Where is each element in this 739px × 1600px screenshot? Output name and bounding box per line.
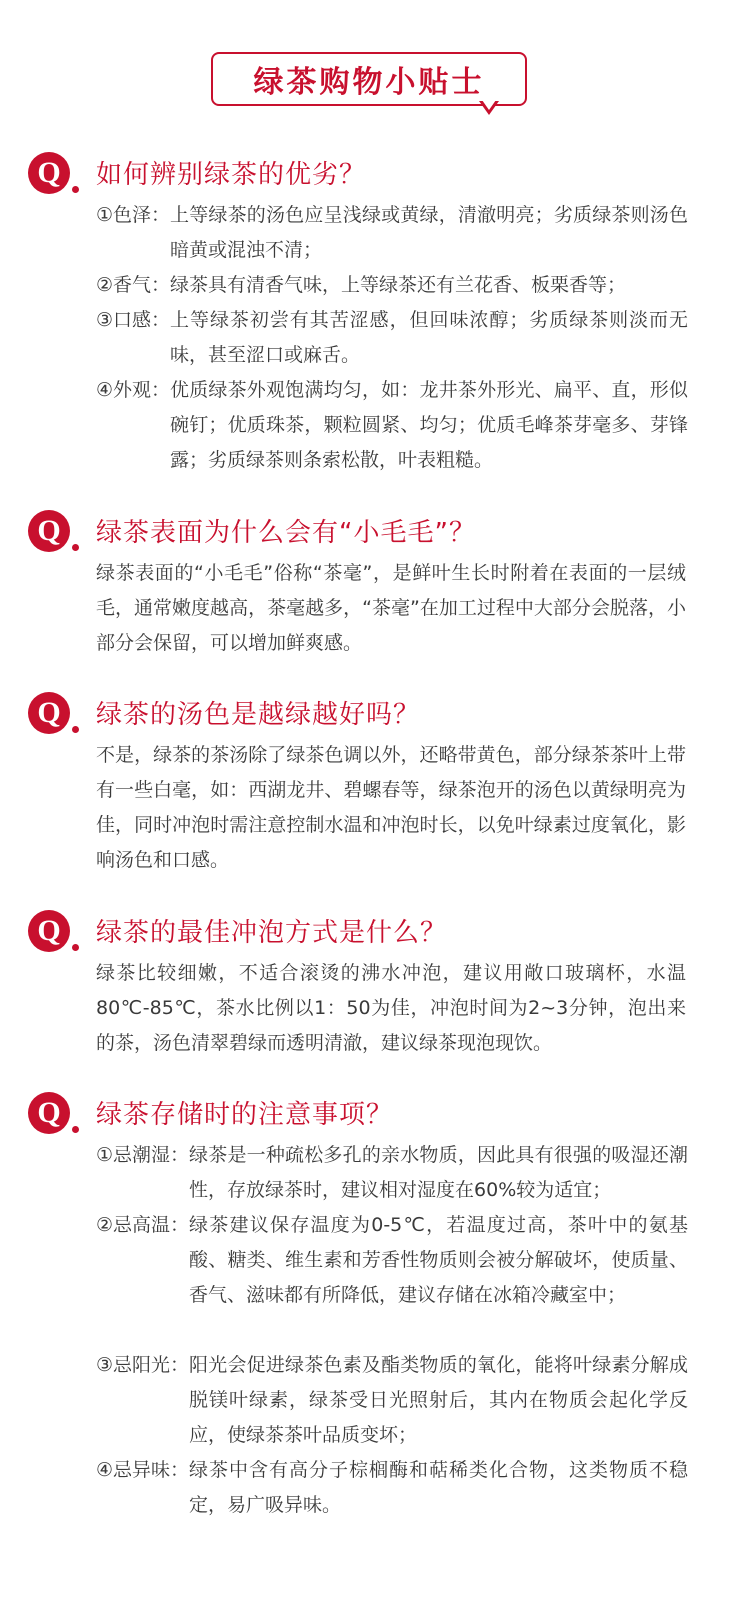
- question-header: [0, 1090, 739, 1138]
- item-label: ③口感：: [96, 309, 171, 331]
- answer-paragraph: 绿茶比较细嫩，不适合滚烫的沸水冲泡，建议用敞口玻璃杯，水温80℃-85℃，茶水比例以1：50为佳，冲泡时间为2~3分钟，泡出来的茶，汤色清翠碧绿而透明清澈，建议绿茶现泡现饮。: [96, 962, 686, 1054]
- question-header: [0, 150, 739, 198]
- question-title: 绿茶的汤色是越绿越好吗？: [96, 700, 421, 730]
- item-label: ②忌高温：: [96, 1214, 190, 1236]
- question-q-icon: Q: [28, 1092, 70, 1134]
- question-q-icon: Q: [28, 692, 70, 734]
- question-title: 绿茶存储时的注意事项？: [96, 1100, 394, 1130]
- qa-section-5: [0, 1090, 739, 1138]
- question-title: 绿茶表面为什么会有“小毛毛”？: [96, 518, 476, 548]
- list-item: [96, 198, 688, 268]
- question-header: [0, 690, 739, 738]
- qa-section-1: [0, 150, 739, 198]
- question-header: [0, 508, 739, 556]
- question-q-icon: Q: [28, 510, 70, 552]
- item-label: ④外观：: [96, 379, 171, 401]
- answer-paragraph: 不是，绿茶的茶汤除了绿茶色调以外，还略带黄色，部分绿茶茶叶上带有一些白毫，如：西湖龙井、碧螺春等，绿茶泡开的汤色以黄绿明亮为佳，同时冲泡时需注意控制水温和冲泡时长，以免叶绿素过度氧化，影响汤色和口感。: [96, 744, 686, 871]
- question-dot-icon: [72, 1126, 79, 1133]
- qa-section-3: [0, 690, 739, 738]
- question-dot-icon: [72, 726, 79, 733]
- question-dot-icon: [72, 186, 79, 193]
- item-text: 阳光会促进绿茶色素及酯类物质的氧化，能将叶绿素分解成脱镁叶绿素，绿茶受日光照射后，其内在物质会起化学反应，使绿茶茶叶品质变坏；: [189, 1354, 688, 1446]
- list-item: [96, 1138, 688, 1208]
- answer-paragraph: 绿茶表面的“小毛毛”俗称“茶毫”，是鲜叶生长时附着在表面的一层绒毛，通常嫩度越高，茶毫越多，“茶毫”在加工过程中大部分会脱落，小部分会保留，可以增加鲜爽感。: [96, 562, 686, 654]
- item-text: 绿茶建议保存温度为0-5℃，若温度过高，茶叶中的氨基酸、糖类、维生素和芳香性物质则会被分解破坏，使质量、香气、滋味都有所降低，建议存储在冰箱冷藏室中；: [189, 1214, 688, 1306]
- item-label: ②香气：: [96, 274, 171, 296]
- question-dot-icon: [72, 944, 79, 951]
- item-text: 优质绿茶外观饱满均匀，如：龙井茶外形光、扁平、直，形似碗钉；优质珠茶，颗粒圆紧、均匀；优质毛峰茶芽毫多、芽锋露；劣质绿茶则条索松散，叶表粗糙。: [170, 379, 688, 471]
- list-item: [96, 373, 688, 478]
- item-label: ①忌潮湿：: [96, 1144, 190, 1166]
- item-label: ③忌阳光：: [96, 1354, 190, 1376]
- question-title: 如何辨别绿茶的优劣？: [96, 160, 367, 190]
- title-box: [211, 52, 527, 106]
- question-header: [0, 908, 739, 956]
- item-text: 绿茶中含有高分子棕榈酶和萜稀类化合物，这类物质不稳定，易广吸异味。: [189, 1459, 688, 1516]
- list-item: [96, 1208, 688, 1313]
- item-text: 绿茶具有清香气味，上等绿茶还有兰花香、板栗香等；: [170, 274, 627, 296]
- item-label: ①色泽：: [96, 204, 171, 226]
- question-dot-icon: [72, 544, 79, 551]
- question-title: 绿茶的最佳冲泡方式是什么？: [96, 918, 448, 948]
- list-item: [96, 1348, 688, 1453]
- item-text: 上等绿茶的汤色应呈浅绿或黄绿，清澈明亮；劣质绿茶则汤色暗黄或混浊不清；: [170, 204, 688, 261]
- list-item: [96, 1453, 688, 1523]
- qa-section-4: [0, 908, 739, 956]
- item-text: 上等绿茶初尝有其苦涩感，但回味浓醇；劣质绿茶则淡而无味，甚至涩口或麻舌。: [170, 309, 688, 366]
- qa-section-2: [0, 508, 739, 556]
- question-q-icon: Q: [28, 152, 70, 194]
- page-title: 绿茶购物小贴士: [253, 65, 485, 100]
- item-label: ④忌异味：: [96, 1459, 190, 1481]
- list-item: [96, 268, 688, 303]
- list-item: [96, 303, 688, 373]
- item-text: 绿茶是一种疏松多孔的亲水物质，因此具有很强的吸湿还潮性，存放绿茶时，建议相对湿度在60%较为适宜；: [189, 1144, 688, 1201]
- speech-tail-inner: [482, 100, 496, 110]
- title-banner: [211, 52, 527, 104]
- question-q-icon: Q: [28, 910, 70, 952]
